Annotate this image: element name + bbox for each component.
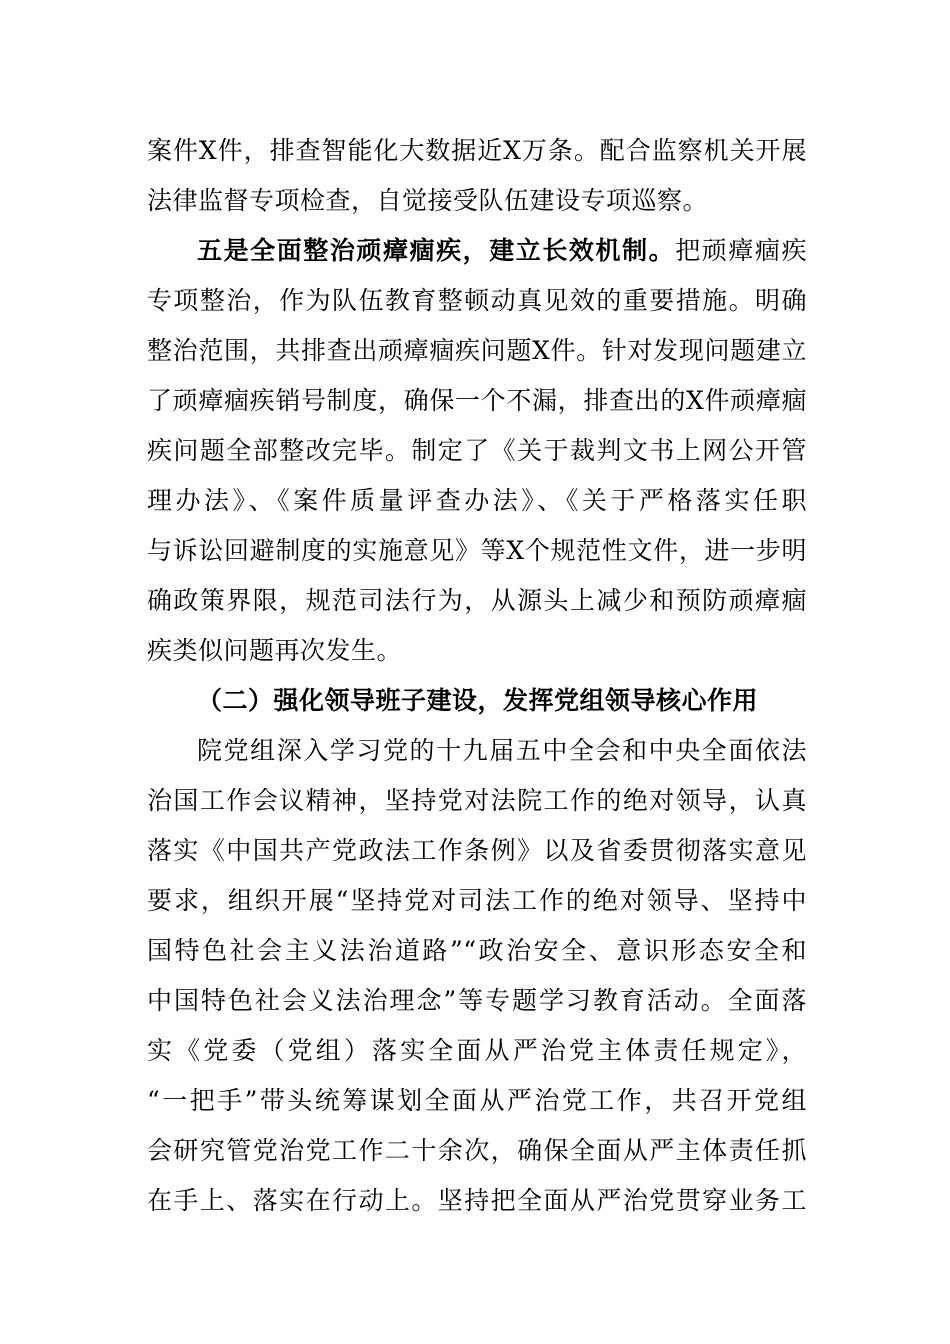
lead-rest: 把顽瘴痼疾 [675,236,807,265]
text-line: 案件X件，排查智能化大数据近X万条。配合监察机关开展 [147,136,807,165]
text-line: “一把手”带头统筹谋划全面从严治党工作，共召开党组 [147,1086,807,1115]
bold-lead: 五是全面整治顽瘴痼疾，建立长效机制。 [197,236,676,265]
text-line: 疾类似问题再次发生。 [147,636,403,665]
text-line-first: 院党组深入学习党的十九届五中全会和中央全面依法 [197,736,807,765]
text-line: 确政策界限，规范司法行为，从源头上减少和预防顽瘴痼 [147,586,807,615]
document-page [147,126,807,1226]
text-line: 法律监督专项检查，自觉接受队伍建设专项巡察。 [147,186,709,215]
text-line: 疾问题全部整改完毕。制定了《关于裁判文书上网公开管 [147,436,807,465]
text-line: 实《党委（党组）落实全面从严治党主体责任规定》， [147,1036,807,1065]
text-line: 与诉讼回避制度的实施意见》等X个规范性文件，进一步明 [147,536,807,565]
text-line-lead [147,226,807,276]
text-line: 会研究管党治党工作二十余次，确保全面从严主体责任抓 [147,1136,807,1165]
text-line: 专项整治，作为队伍教育整顿动真见效的重要措施。明确 [147,286,807,315]
text-line: 要求，组织开展“坚持党对司法工作的绝对领导、坚持中 [147,886,807,915]
text-line: 了顽瘴痼疾销号制度，确保一个不漏，排查出的X件顽瘴痼 [147,386,807,415]
text-line: 中国特色社会义法治理念”等专题学习教育活动。全面落 [147,986,807,1015]
text-line: 在手上、落实在行动上。坚持把全面从严治党贯穿业务工 [147,1186,807,1215]
text-line: 理办法》、《案件质量评查办法》、《关于严格落实任职 [147,486,807,515]
paragraph-leadership [147,726,807,1226]
paragraph-rectification [147,226,807,676]
text-line: 整治范围，共排查出顽瘴痼疾问题X件。针对发现问题建立 [147,336,807,365]
paragraph-continuation [147,126,807,226]
text-line: 落实《中国共产党政法工作条例》以及省委贯彻落实意见 [147,836,807,865]
section-heading: （二）强化领导班子建设，发挥党组领导核心作用 [197,686,759,715]
text-line: 国特色社会主义法治道路”“政治安全、意识形态安全和 [147,936,807,965]
text-line: 治国工作会议精神，坚持党对法院工作的绝对领导，认真 [147,786,807,815]
